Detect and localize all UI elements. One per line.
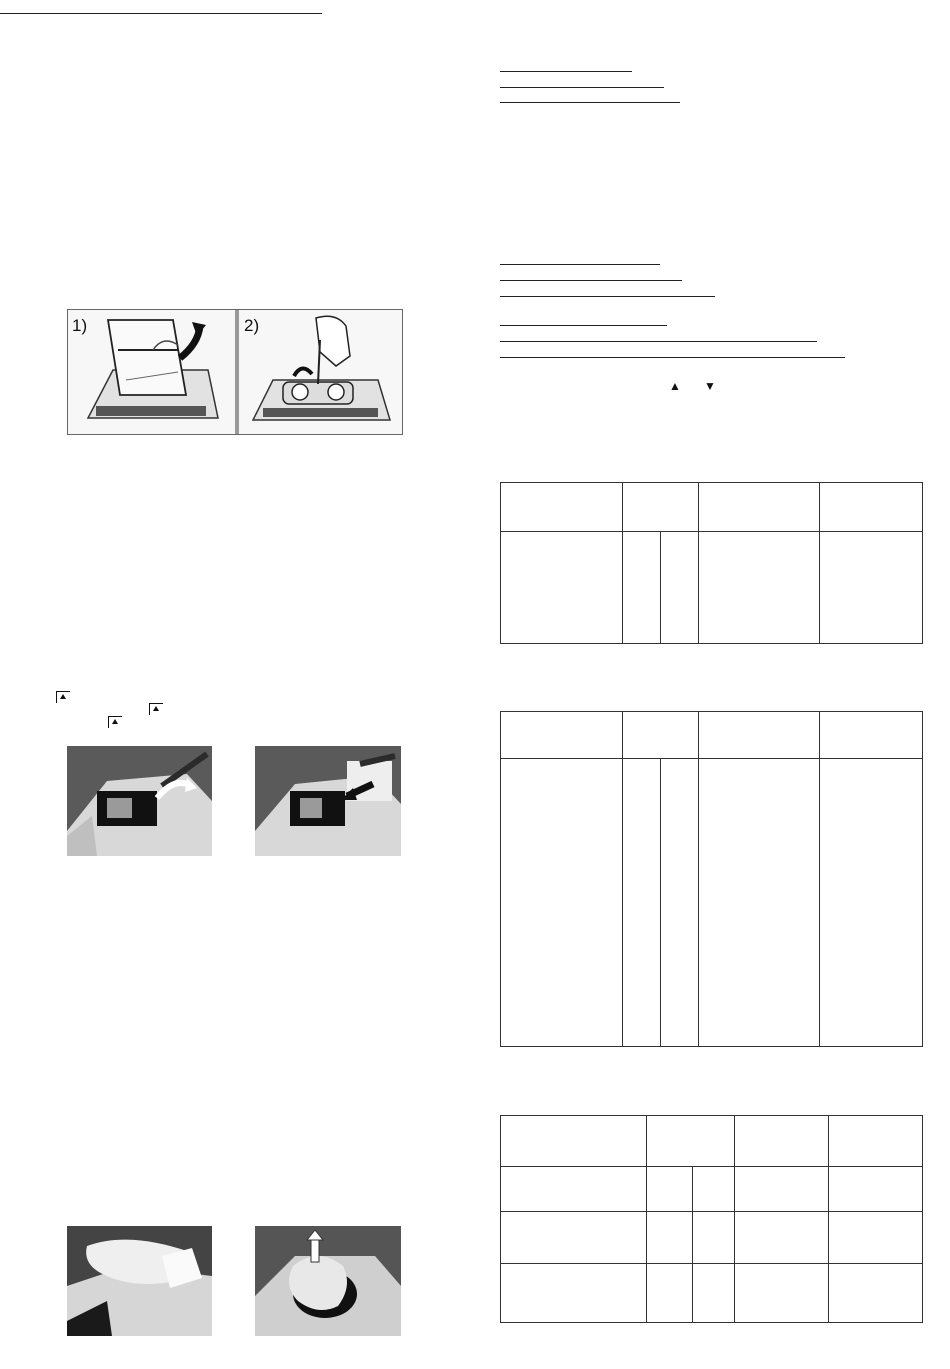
step-1-label: 1): [72, 316, 88, 335]
section-rule: [500, 296, 715, 297]
section-rule: [500, 357, 845, 358]
table-cell: [698, 712, 819, 759]
table-cell: [734, 1167, 829, 1212]
table-row: [501, 759, 923, 1047]
table-row: [501, 1264, 923, 1323]
table-cell: [698, 532, 819, 644]
paper-photo-open-arm: [67, 746, 212, 856]
table-cell: [819, 712, 922, 759]
section-rule: [500, 264, 660, 265]
section-rule: [500, 341, 817, 342]
table-2: [500, 711, 923, 1047]
table-cell: [501, 1116, 647, 1167]
table-cell: [819, 483, 922, 532]
table-3: [500, 1115, 923, 1323]
ribbon-diagram: [67, 309, 403, 435]
table-cell: [623, 483, 698, 532]
table-row: [501, 712, 923, 759]
table-cell: [501, 1167, 647, 1212]
table-cell: [501, 1264, 647, 1323]
ribbon-diagram-drawing: [68, 310, 402, 434]
down-triangle-icon: ▼: [704, 379, 716, 393]
table-row: [501, 483, 923, 532]
table-cell: [623, 759, 661, 1047]
table-cell: [693, 1167, 735, 1212]
section-rule: [500, 325, 667, 326]
table-cell: [623, 532, 661, 644]
table-cell: [501, 483, 623, 532]
table-cell: [734, 1116, 829, 1167]
ribbon-photo-pull-out: [255, 1226, 401, 1336]
table-cell: [829, 1264, 923, 1323]
table-row: [501, 1116, 923, 1167]
paper-photo-insert-roll: [255, 746, 401, 856]
paper-feed-key-icon: [56, 691, 70, 703]
table-cell: [501, 712, 623, 759]
paper-feed-key-icon: [149, 703, 163, 715]
up-triangle-icon: ▲: [669, 379, 681, 393]
table-cell: [501, 1212, 647, 1264]
ribbon-photo-lift-cover: [67, 1226, 212, 1336]
table-cell: [660, 759, 698, 1047]
table-1: [500, 482, 923, 644]
table-row: [501, 532, 923, 644]
table-row: [501, 1167, 923, 1212]
table-cell: [647, 1116, 735, 1167]
table-cell: [647, 1167, 693, 1212]
table-cell: [647, 1264, 693, 1323]
table-cell: [734, 1264, 829, 1323]
table-row: [501, 1212, 923, 1264]
table-cell: [819, 759, 922, 1047]
table-cell: [819, 532, 922, 644]
step-2-label: 2): [244, 316, 260, 335]
section-rule: [500, 102, 680, 103]
table-cell: [829, 1167, 923, 1212]
table-cell: [660, 532, 698, 644]
table-cell: [698, 759, 819, 1047]
table-cell: [501, 759, 623, 1047]
table-cell: [693, 1212, 735, 1264]
section-rule: [500, 71, 632, 72]
table-cell: [501, 532, 623, 644]
paper-feed-key-icon: [108, 716, 122, 728]
section-rule: [500, 280, 682, 281]
table-cell: [698, 483, 819, 532]
section-rule: [500, 87, 664, 88]
table-cell: [647, 1212, 693, 1264]
header-rule: [0, 13, 322, 14]
table-cell: [734, 1212, 829, 1264]
table-cell: [829, 1212, 923, 1264]
table-cell: [829, 1116, 923, 1167]
table-cell: [693, 1264, 735, 1323]
table-cell: [623, 712, 698, 759]
